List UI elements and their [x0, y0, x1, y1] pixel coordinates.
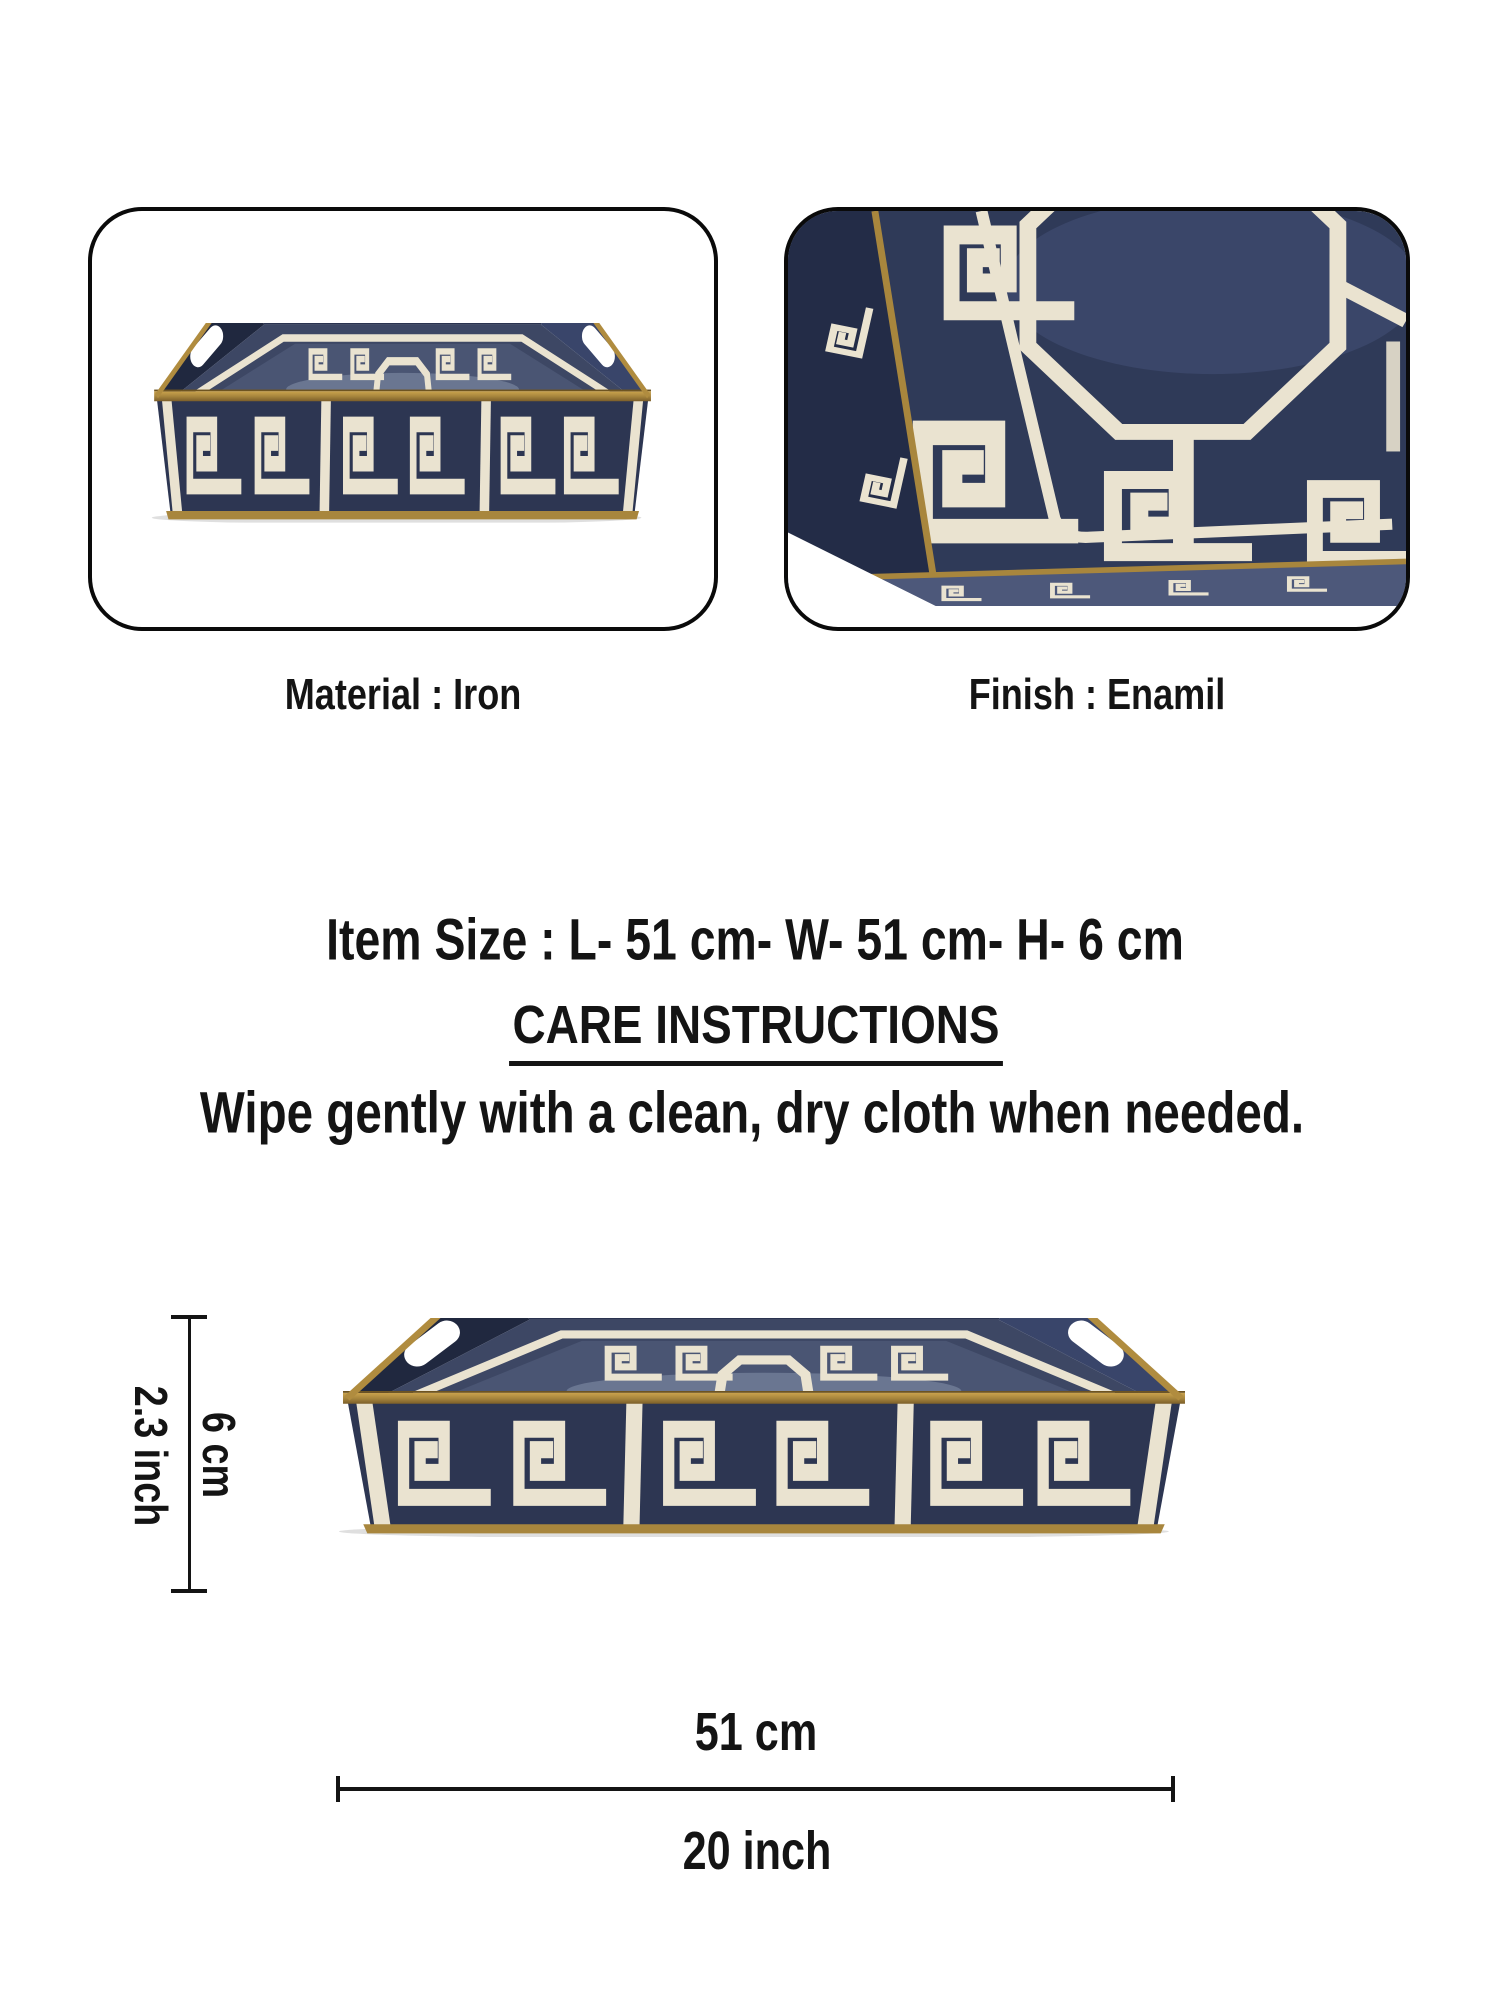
finish-caption: Finish : Enamil [968, 670, 1226, 719]
width-dimension-left-tick [336, 1776, 340, 1802]
width-cm-label: 51 cm [694, 1702, 818, 1762]
height-dimension-line [188, 1317, 191, 1592]
care-instructions-text: Wipe gently with a clean, dry cloth when needed. [199, 1080, 1305, 1146]
material-caption: Material : Iron [284, 670, 522, 719]
tray-photo-angled [104, 323, 701, 589]
height-dimension-top-tick [171, 1315, 207, 1319]
width-inch-label: 20 inch [682, 1821, 832, 1881]
height-inch-label: 2.3 inch [125, 1385, 177, 1527]
care-instructions-underline: CARE INSTRUCTIONS [509, 994, 1003, 1066]
height-cm-label: 6 cm [193, 1412, 245, 1498]
height-dimension-bottom-tick [171, 1589, 207, 1593]
width-dimension-right-tick [1171, 1776, 1175, 1802]
product-photo-frame-right [784, 207, 1410, 631]
item-size-text: Item Size : L- 51 cm- W- 51 cm- H- 6 cm [326, 907, 1184, 973]
product-photo-frame-left [88, 207, 718, 631]
tray-photo-dimensions [258, 1318, 1270, 1610]
width-dimension-line [337, 1787, 1175, 1791]
tray-photo-closeup [788, 211, 1406, 606]
care-instructions-title [509, 994, 1003, 1066]
